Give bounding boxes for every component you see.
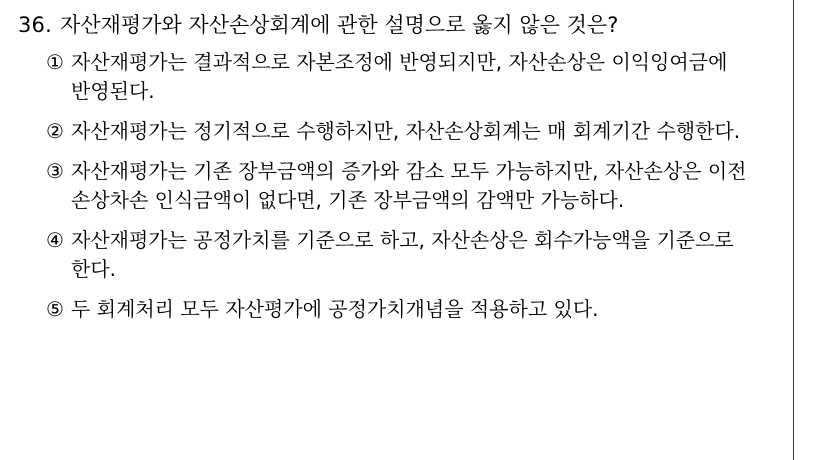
choice-marker-1: ① bbox=[46, 50, 64, 74]
question-stem: 자산재평가와 자산손상회계에 관한 설명으로 옳지 않은 것은? bbox=[60, 13, 619, 37]
question-block bbox=[0, 10, 826, 40]
choice-text-5: 두 회계처리 모두 자산평가에 공정가치개념을 적용하고 있다. bbox=[71, 297, 599, 321]
choice-item-5[interactable] bbox=[46, 295, 760, 324]
choice-item-4[interactable] bbox=[46, 226, 760, 284]
choice-text-3: 자산재평가는 기존 장부금액의 증가와 감소 모두 가능하지만, 자산손상은 이전 손상차손 인식금액이 없다면, 기존 장부금액의 감액만 가능하다. bbox=[71, 159, 747, 212]
choice-list bbox=[0, 48, 826, 324]
choice-marker-3: ③ bbox=[46, 159, 64, 183]
choice-text-2: 자산재평가는 정기적으로 수행하지만, 자산손상회계는 매 회계기간 수행한다. bbox=[71, 119, 741, 143]
question-number: 36. bbox=[18, 13, 52, 37]
choice-marker-5: ⑤ bbox=[46, 297, 64, 321]
choice-item-2[interactable] bbox=[46, 117, 760, 146]
choice-marker-4: ④ bbox=[46, 228, 64, 252]
choice-text-1: 자산재평가는 결과적으로 자본조정에 반영되지만, 자산손상은 이익잉여금에 반영된다. bbox=[71, 50, 728, 103]
page-margin-rule bbox=[793, 0, 794, 460]
choice-marker-2: ② bbox=[46, 119, 64, 143]
choice-item-1[interactable] bbox=[46, 48, 760, 106]
choice-item-3[interactable] bbox=[46, 157, 760, 215]
choice-text-4: 자산재평가는 공정가치를 기준으로 하고, 자산손상은 회수가능액을 기준으로 한다. bbox=[71, 228, 734, 281]
